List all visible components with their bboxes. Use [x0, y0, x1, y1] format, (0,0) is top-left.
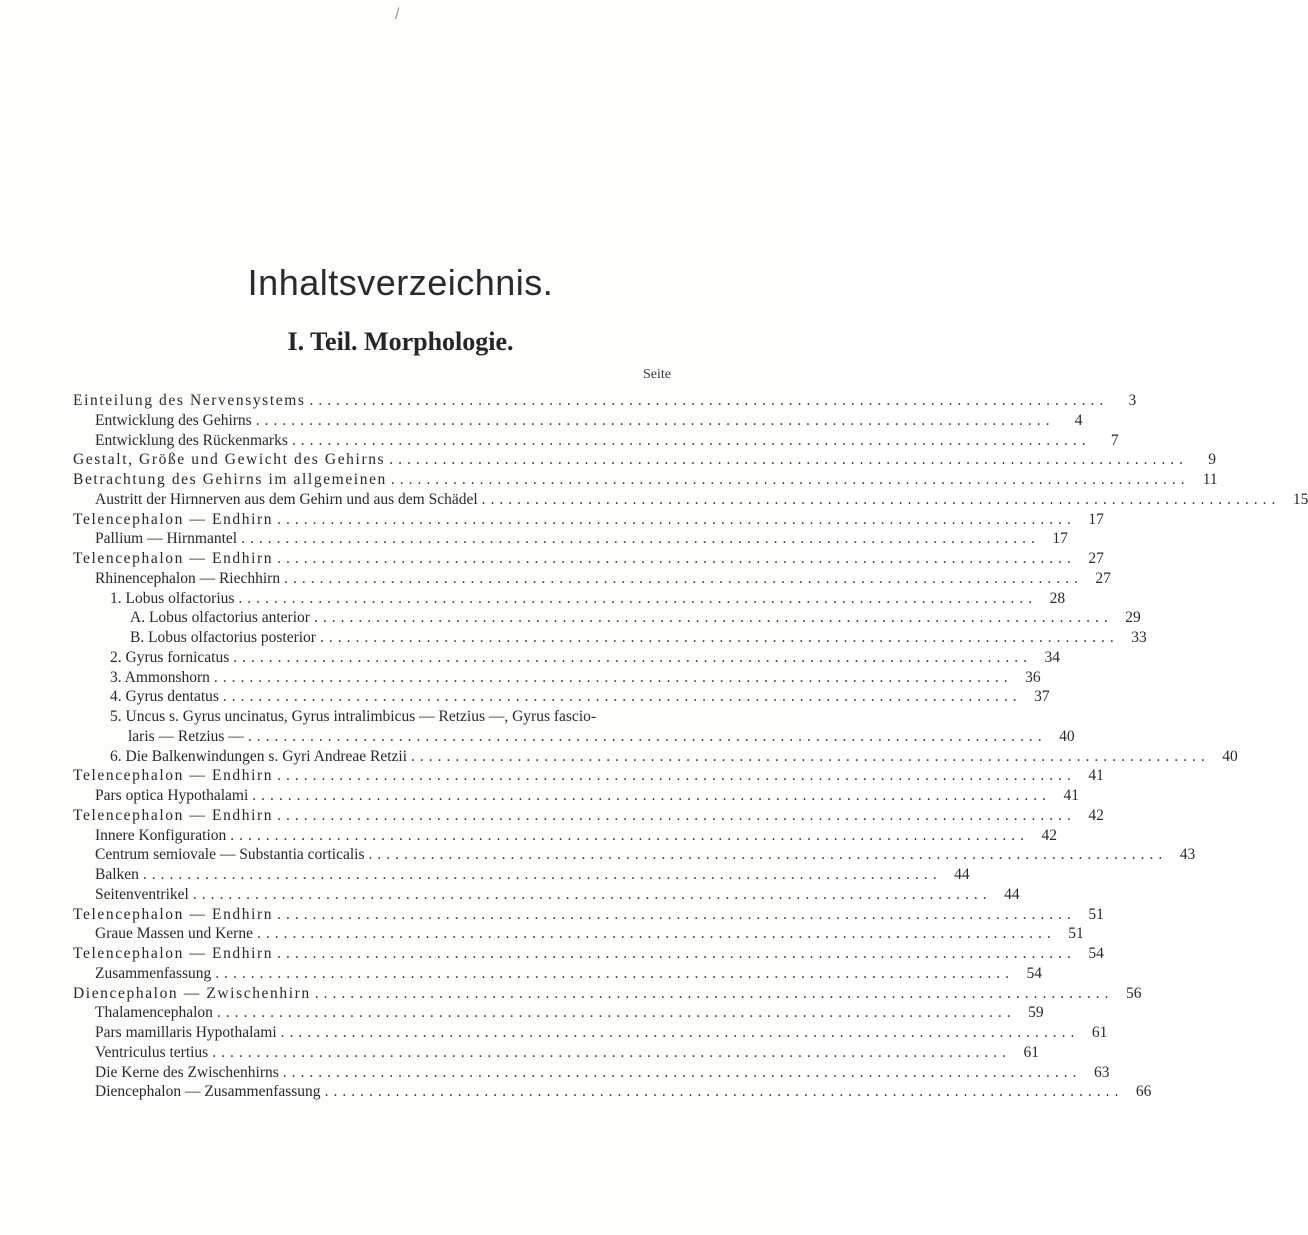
toc-entry-label: Rhinencephalon — Riechhirn: [95, 569, 281, 587]
toc-entry: [0, 845, 1196, 865]
dot-leader: ..........................................................................................: [277, 905, 1076, 923]
toc-entry-label: Austritt der Hirnnerven aus dem Gehirn und aus dem Schädel: [95, 490, 478, 508]
toc-entry: [0, 687, 1050, 707]
toc-entry: [0, 707, 801, 727]
dot-leader: ..........................................................................................: [368, 846, 1168, 864]
toc-entry-page: 4: [1074, 411, 1083, 429]
toc-entry: [0, 490, 1308, 510]
toc-entry: [0, 608, 1141, 628]
part-heading: I. Teil. Morphologie.: [287, 327, 514, 356]
toc-entry-page: 40: [1222, 747, 1238, 765]
toc-entry-label: Einteilung des Nervensystems: [73, 392, 306, 409]
toc-entry-label: Centrum semiovale — Substantia corticalis: [95, 846, 365, 864]
toc-entry-page: 61: [1091, 1024, 1108, 1041]
toc-entry-label: Ventriculus tertius: [95, 1043, 209, 1061]
dot-leader: ..........................................................................................: [192, 885, 992, 903]
toc-entry-page: 63: [1094, 1063, 1110, 1081]
dot-leader: ..........................................................................................: [319, 629, 1119, 646]
dot-leader: ..........................................................................................: [213, 668, 1013, 686]
toc-entry-page: 9: [1208, 451, 1216, 469]
toc-entry-label: Pars optica Hypothalami: [95, 787, 249, 804]
toc-entry: [0, 668, 1041, 688]
toc-entry: [0, 589, 1066, 609]
toc-entry-page: 54: [1088, 945, 1104, 962]
toc-entry-page: 36: [1025, 668, 1041, 686]
toc-entry-page: 34: [1044, 648, 1060, 666]
toc-entry-label: 5. Uncus s. Gyrus uncinatus, Gyrus intralimbicus — Retzius —, Gyrus fascio-: [110, 708, 597, 725]
toc-entry-page: 51: [1088, 905, 1104, 923]
toc-entry-label: Telencephalon — Endhirn: [73, 550, 274, 567]
toc-entry: [0, 944, 1104, 964]
toc-entry-label: Telencephalon — Endhirn: [73, 905, 274, 923]
toc-entry-continuation: [0, 727, 1075, 747]
toc-entry: [0, 391, 1137, 411]
dot-leader: ..........................................................................................: [247, 727, 1047, 745]
toc-entry-page: 54: [1026, 964, 1042, 982]
dot-leader: ..........................................................................................: [241, 530, 1040, 548]
toc-entry: [0, 510, 1104, 530]
toc-entry-label: Die Kerne des Zwischenhirns: [95, 1063, 279, 1081]
toc-entry-label: B. Lobus olfactorius posterior: [130, 629, 316, 646]
toc-entry-page: 59: [1028, 1004, 1044, 1022]
toc-entry: [0, 648, 1060, 668]
toc-entry-label: Entwicklung des Rückenmarks: [95, 431, 288, 449]
toc-entry: [0, 1063, 1110, 1083]
toc-entry-label: A. Lobus olfactorius anterior: [130, 609, 310, 627]
toc-entry-label: Thalamencephalon: [95, 1004, 213, 1022]
dot-leader: ..........................................................................................: [390, 471, 1190, 488]
toc-entry-page: 15: [1292, 490, 1308, 508]
dot-leader: ..........................................................................................: [252, 787, 1051, 804]
toc-entry-page: 44: [954, 866, 970, 883]
toc-entry: [0, 628, 1147, 648]
toc-entry: [0, 806, 1104, 826]
toc-entry-page: 17: [1052, 530, 1068, 548]
toc-entry: [0, 411, 1083, 431]
toc-entry-page: 61: [1023, 1043, 1039, 1061]
toc-entry: [0, 1082, 1152, 1102]
toc-entry: [0, 964, 1042, 984]
toc-entry-page: 28: [1049, 589, 1066, 607]
toc-entry-page: 51: [1068, 925, 1084, 943]
toc-entry-page: 17: [1088, 510, 1104, 528]
toc-entry-label: Telencephalon — Endhirn: [73, 767, 274, 785]
dot-leader: ..........................................................................................: [233, 648, 1032, 666]
toc-entry-page: 11: [1202, 471, 1218, 488]
dot-leader: ..........................................................................................: [277, 806, 1076, 824]
toc-entry-label: Zusammenfassung: [95, 964, 212, 982]
toc-entry-label: Pars mamillaris Hypothalami: [95, 1024, 277, 1041]
toc-entry-page: 41: [1063, 787, 1079, 804]
dot-leader: ..........................................................................................: [255, 411, 1055, 429]
dot-leader: ..........................................................................................: [389, 451, 1188, 469]
toc-entry: [0, 470, 1218, 490]
toc-entry-label: 4. Gyrus dentatus: [110, 688, 219, 706]
dot-leader: ..........................................................................................: [309, 392, 1109, 409]
toc-entry-label: Innere Konfiguration: [95, 826, 227, 844]
toc-entry-page: 27: [1088, 550, 1104, 567]
toc-entry-page: 43: [1179, 846, 1196, 864]
toc-entry: [0, 786, 1079, 806]
toc-entry-page: 27: [1095, 569, 1111, 587]
toc-entry-label: 6. Die Balkenwindungen s. Gyri Andreae Retzii: [110, 747, 408, 765]
toc-entry: [0, 1043, 1039, 1063]
toc-entry: [0, 1003, 1044, 1023]
dot-leader: ..........................................................................................: [230, 826, 1030, 844]
toc-entry-label: Telencephalon — Endhirn: [73, 806, 274, 824]
toc-entry-label: 3. Ammonshorn: [110, 668, 210, 686]
toc-entry: [0, 431, 1119, 451]
toc-entry: [0, 826, 1058, 846]
toc-entry-label: Entwicklung des Gehirns: [95, 411, 252, 429]
dot-leader: ..........................................................................................: [277, 767, 1076, 785]
page-column-header: Seite: [643, 367, 671, 382]
dot-leader: ..........................................................................................: [277, 510, 1076, 528]
toc-entry: [0, 984, 1142, 1004]
toc-entry-page: 7: [1110, 431, 1119, 449]
toc-entry-page: 41: [1088, 767, 1104, 785]
toc-entry-page: 3: [1128, 392, 1137, 409]
toc-entry: [0, 865, 970, 885]
dot-leader: ..........................................................................................: [481, 490, 1281, 508]
dot-leader: ..........................................................................................: [142, 866, 942, 883]
toc-entry: [0, 924, 1084, 944]
toc-entry-label: Seitenventrikel: [95, 885, 189, 903]
dot-leader: ..........................................................................................: [282, 1063, 1082, 1081]
toc-entry: [0, 549, 1104, 569]
toc-entry-page: 29: [1125, 609, 1141, 627]
toc-entry-label: Pallium — Hirnmantel: [95, 530, 238, 548]
toc-entry-page: 40: [1059, 727, 1075, 745]
toc-entry-label: Betrachtung des Gehirns im allgemeinen: [73, 471, 387, 488]
pencil-mark: /: [395, 6, 400, 23]
toc-entry: [0, 747, 1238, 767]
toc-entry-page: 33: [1131, 629, 1147, 646]
toc-entry-page: 37: [1034, 688, 1050, 706]
dot-leader: ..........................................................................................: [313, 609, 1113, 627]
dot-leader: ..........................................................................................: [222, 688, 1022, 706]
toc-entry-label: Balken: [95, 866, 139, 883]
toc-entry: [0, 905, 1104, 925]
toc-entry-label: Telencephalon — Endhirn: [73, 510, 274, 528]
toc-entry-label: laris — Retzius —: [128, 727, 244, 745]
dot-leader: ..........................................................................................: [411, 747, 1210, 765]
dot-leader: ..........................................................................................: [212, 1043, 1011, 1061]
dot-leader: ..........................................................................................: [284, 569, 1083, 587]
dot-leader: ..........................................................................................: [324, 1083, 1124, 1101]
toc-entry-label: Diencephalon — Zusammenfassung: [95, 1083, 321, 1101]
toc-entry: [0, 766, 1104, 786]
toc-entry-label: Gestalt, Größe und Gewicht des Gehirns: [73, 451, 386, 469]
toc-entry: [0, 450, 1216, 470]
page-title: Inhaltsverzeichnis.: [247, 262, 554, 303]
table-of-contents: [0, 391, 1308, 1102]
toc-entry: [0, 529, 1068, 549]
toc-entry-label: 2. Gyrus fornicatus: [110, 648, 230, 666]
toc-entry-page: 44: [1004, 885, 1020, 903]
toc-entry: [0, 1023, 1108, 1043]
dot-leader: ..........................................................................................: [216, 1004, 1016, 1022]
toc-entry-page: 56: [1126, 984, 1142, 1002]
dot-leader: ..........................................................................................: [291, 431, 1091, 449]
dot-leader: ..........................................................................................: [314, 984, 1114, 1002]
dot-leader: ..........................................................................................: [280, 1024, 1080, 1041]
toc-entry-label: Telencephalon — Endhirn: [73, 945, 274, 962]
dot-leader: ..........................................................................................: [277, 945, 1076, 962]
dot-leader: ..........................................................................................: [277, 550, 1076, 567]
dot-leader: ..........................................................................................: [238, 589, 1038, 607]
toc-entry-label: 1. Lobus olfactorius: [110, 589, 235, 607]
toc-entry-page: 42: [1088, 806, 1104, 824]
toc-entry: [0, 569, 1111, 589]
dot-leader: ..........................................................................................: [256, 925, 1056, 943]
toc-entry-page: 42: [1041, 826, 1058, 844]
toc-entry: [0, 885, 1020, 905]
dot-leader: ..........................................................................................: [215, 964, 1014, 982]
toc-entry-label: Graue Massen und Kerne: [95, 925, 253, 943]
toc-entry-page: 66: [1135, 1083, 1152, 1101]
toc-entry-label: Diencephalon — Zwischenhirn: [73, 984, 311, 1002]
